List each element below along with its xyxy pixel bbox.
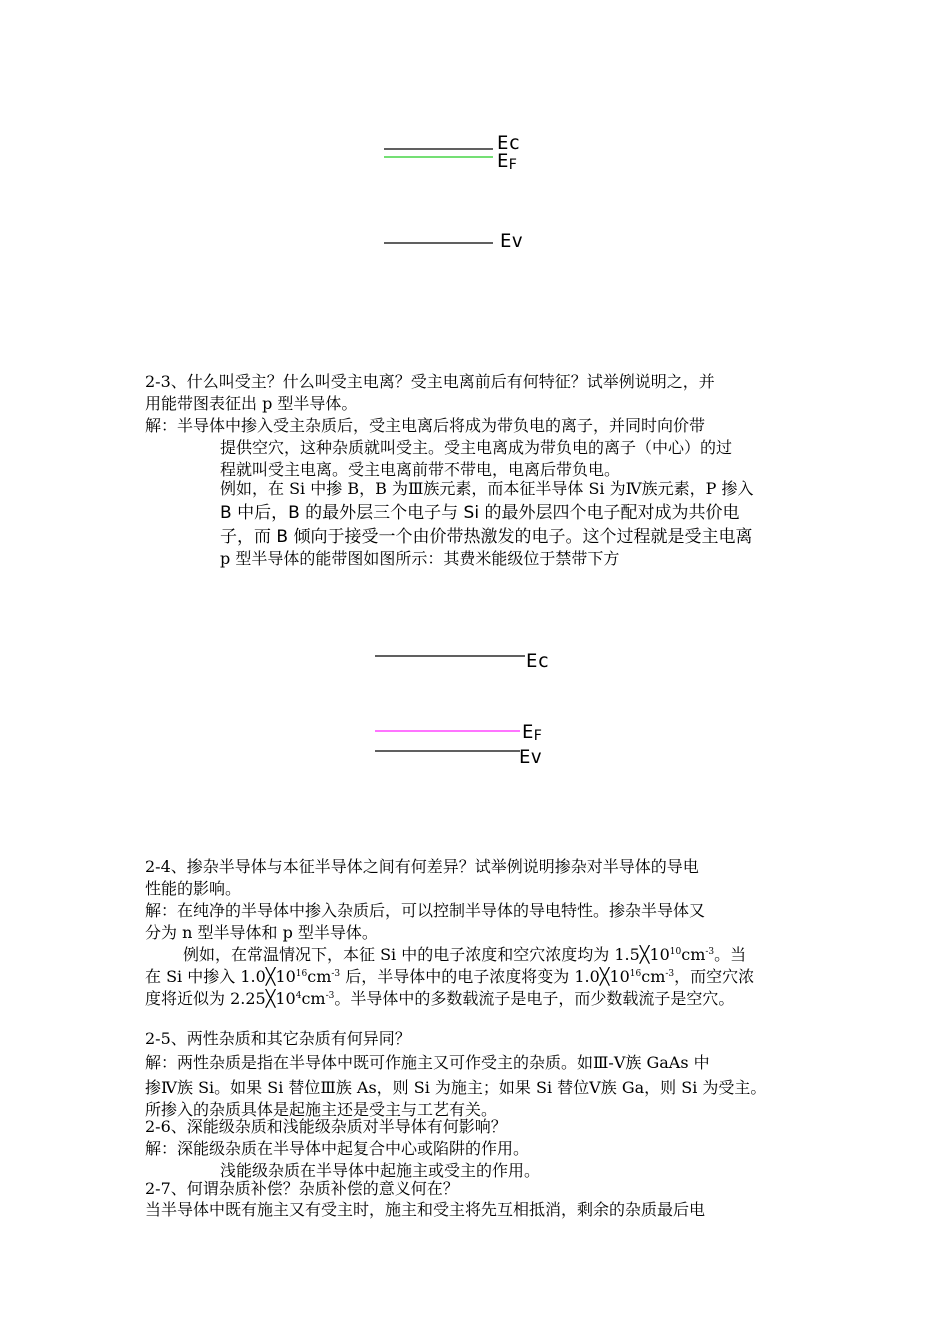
s23-answer-line2: 提供空穴，这种杂质就叫受主。受主电离成为带负电的离子（中心）的过: [220, 438, 733, 457]
s26-answer-line1: 解：深能级杂质在半导体中起复合中心或陷阱的作用。: [145, 1139, 530, 1158]
s24-question-line2: 性能的影响。: [145, 879, 242, 898]
s24-question-line1: 2-4、掺杂半导体与本征半导体之间有何差异？试举例说明掺杂对半导体的导电: [145, 857, 699, 876]
ev-label: Ev: [519, 746, 542, 768]
ef-label: EF: [522, 721, 542, 744]
s23-answer-line1: 解：半导体中掺入受主杂质后，受主电离后将成为带负电的离子，并同时向价带: [145, 416, 706, 435]
s26-question: 2-6、深能级杂质和浅能级杂质对半导体有何影响？: [145, 1117, 507, 1136]
band-diagram-n-type: [0, 120, 950, 260]
s23-example-line2: B 中后，B 的最外层三个电子与 Si 的最外层四个电子配对成为共价电: [220, 503, 740, 523]
s25-answer-line1: 解：两性杂质是指在半导体中既可作施主又可作受主的杂质。如Ⅲ-Ⅴ族 GaAs 中: [145, 1053, 710, 1072]
s24-answer-line1: 解：在纯净的半导体中掺入杂质后，可以控制半导体的导电特性。掺杂半导体又: [145, 901, 706, 920]
s24-example-line3: 度将近似为 $2.25╳10^4cm^{-3}$。半导体中的多数载流子是电子，而少数载流子是空穴。: [145, 989, 735, 1008]
s23-example-line3: 子，而 B 倾向于接受一个由价带热激发的电子。这个过程就是受主电离: [220, 527, 753, 547]
s24-example-line1: 例如，在常温情况下，本征 Si 中的电子浓度和空穴浓度均为 $1.5╳10^{10}cm^{-3}$。当: [183, 945, 747, 964]
ec-label: Ec: [497, 132, 520, 154]
ec-label: Ec: [526, 650, 549, 672]
s23-question-line2: 用能带图表征出 p 型半导体。: [145, 394, 358, 413]
ev-label: Ev: [500, 230, 523, 252]
s24-example-line2: 在 Si 中掺入 $1.0╳10^{16}cm^{-3}$ 后，半导体中的电子浓度将变为 $1.0╳10^{16}cm^{-3}$，而空穴浓: [145, 967, 755, 986]
s23-example-line1: 例如，在 Si 中掺 B，B 为Ⅲ族元素，而本征半导体 Si 为Ⅳ族元素，P 掺入: [220, 479, 754, 498]
s23-example-line4: p 型半导体的能带图如图所示：其费米能级位于禁带下方: [220, 549, 620, 568]
s25-answer-line3: 所掺入的杂质具体是起施主还是受主与工艺有关。: [145, 1100, 498, 1119]
s27-question: 2-7、何谓杂质补偿？杂质补偿的意义何在？: [145, 1179, 459, 1198]
s25-question: 2-5、两性杂质和其它杂质有何异同？: [145, 1029, 411, 1048]
s23-question-line1: 2-3、什么叫受主？什么叫受主电离？受主电离前后有何特征？试举例说明之，并: [145, 372, 715, 391]
s25-answer-line2: 掺Ⅳ族 Si。如果 Si 替位Ⅲ族 As，则 Si 为施主；如果 Si 替位Ⅴ族 Ga，则 Si 为受主。: [145, 1078, 767, 1097]
s24-answer-line2: 分为 n 型半导体和 p 型半导体。: [145, 923, 378, 942]
band-diagram-p-type: [0, 640, 950, 770]
ef-label: EF: [497, 150, 517, 173]
s26-answer-line2: 浅能级杂质在半导体中起施主或受主的作用。: [220, 1161, 541, 1180]
s27-answer-line1: 当半导体中既有施主又有受主时，施主和受主将先互相抵消，剩余的杂质最后电: [145, 1200, 706, 1219]
s23-answer-line3: 程就叫受主电离。受主电离前带不带电，电离后带负电。: [220, 460, 621, 479]
